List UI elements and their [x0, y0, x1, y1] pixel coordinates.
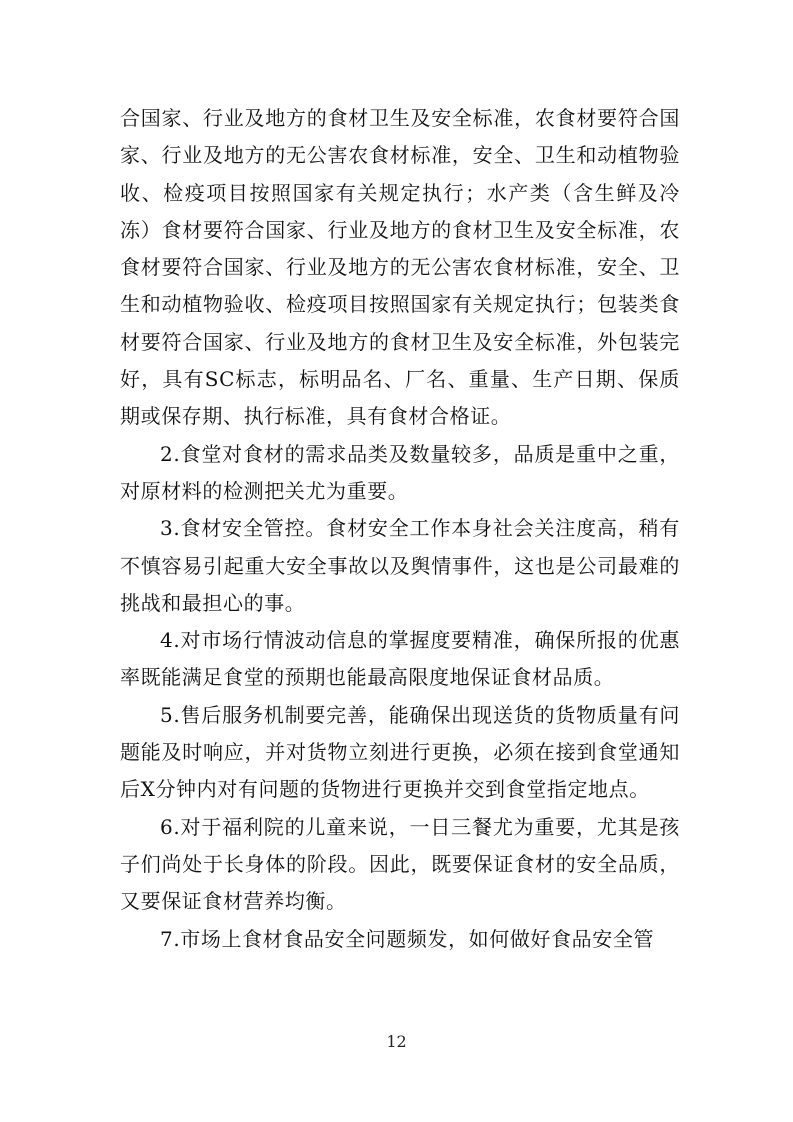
paragraph-item-6: 6.对于福利院的儿童来说，一日三餐尤为重要，尤其是孩子们尚处于长身体的阶段。因此，既要保证食材的安全品质，又要保证食材营养均衡。 — [120, 814, 680, 914]
document-body — [120, 100, 680, 958]
paragraph-item-7: 7.市场上食材食品安全问题频发，如何做好食品安全管 — [160, 926, 655, 951]
paragraph-item-3: 3.食材安全管控。食材安全工作本身社会关注度高，稍有不慎容易引起重大安全事故以及舆情事件，这也是公司最难的挑战和最担心的事。 — [120, 516, 680, 615]
paragraph-item-2: 2.食堂对食材的需求品类及数量较多，品质是重中之重，对原材料的检测把关尤为重要。 — [120, 441, 680, 503]
page-number: 12 — [386, 1032, 407, 1051]
paragraph-continued: 合国家、行业及地方的食材卫生及安全标准，农食材要符合国家、行业及地方的无公害农食材标准，安全、卫生和动植物验收、检疫项目按照国家有关规定执行；水产类（含生鲜及冷冻）食材要符合国家、行业及地方的食材卫生及安全标准，农食材要符合国家、行业及地方的无公害农食材标准，安全、卫生和动植物验收、检疫项目按照国家有关规定执行；包装类食材要符合国家、行业及地方的食材卫生及安全标准，外包装完好，具有SC标志，标明品名、厂名、重量、生产日期、保质期或保存期、执行标准，具有食材合格证。 — [120, 106, 680, 429]
paragraph-item-5: 5.售后服务机制要完善，能确保出现送货的货物质量有问题能及时响应，并对货物立刻进行更换，必须在接到食堂通知后X分钟内对有问题的货物进行更换并交到食堂指定地点。 — [120, 702, 680, 802]
paragraph-item-4: 4.对市场行情波动信息的掌握度要精准，确保所报的优惠率既能满足食堂的预期也能最高限度地保证食材品质。 — [120, 628, 680, 690]
